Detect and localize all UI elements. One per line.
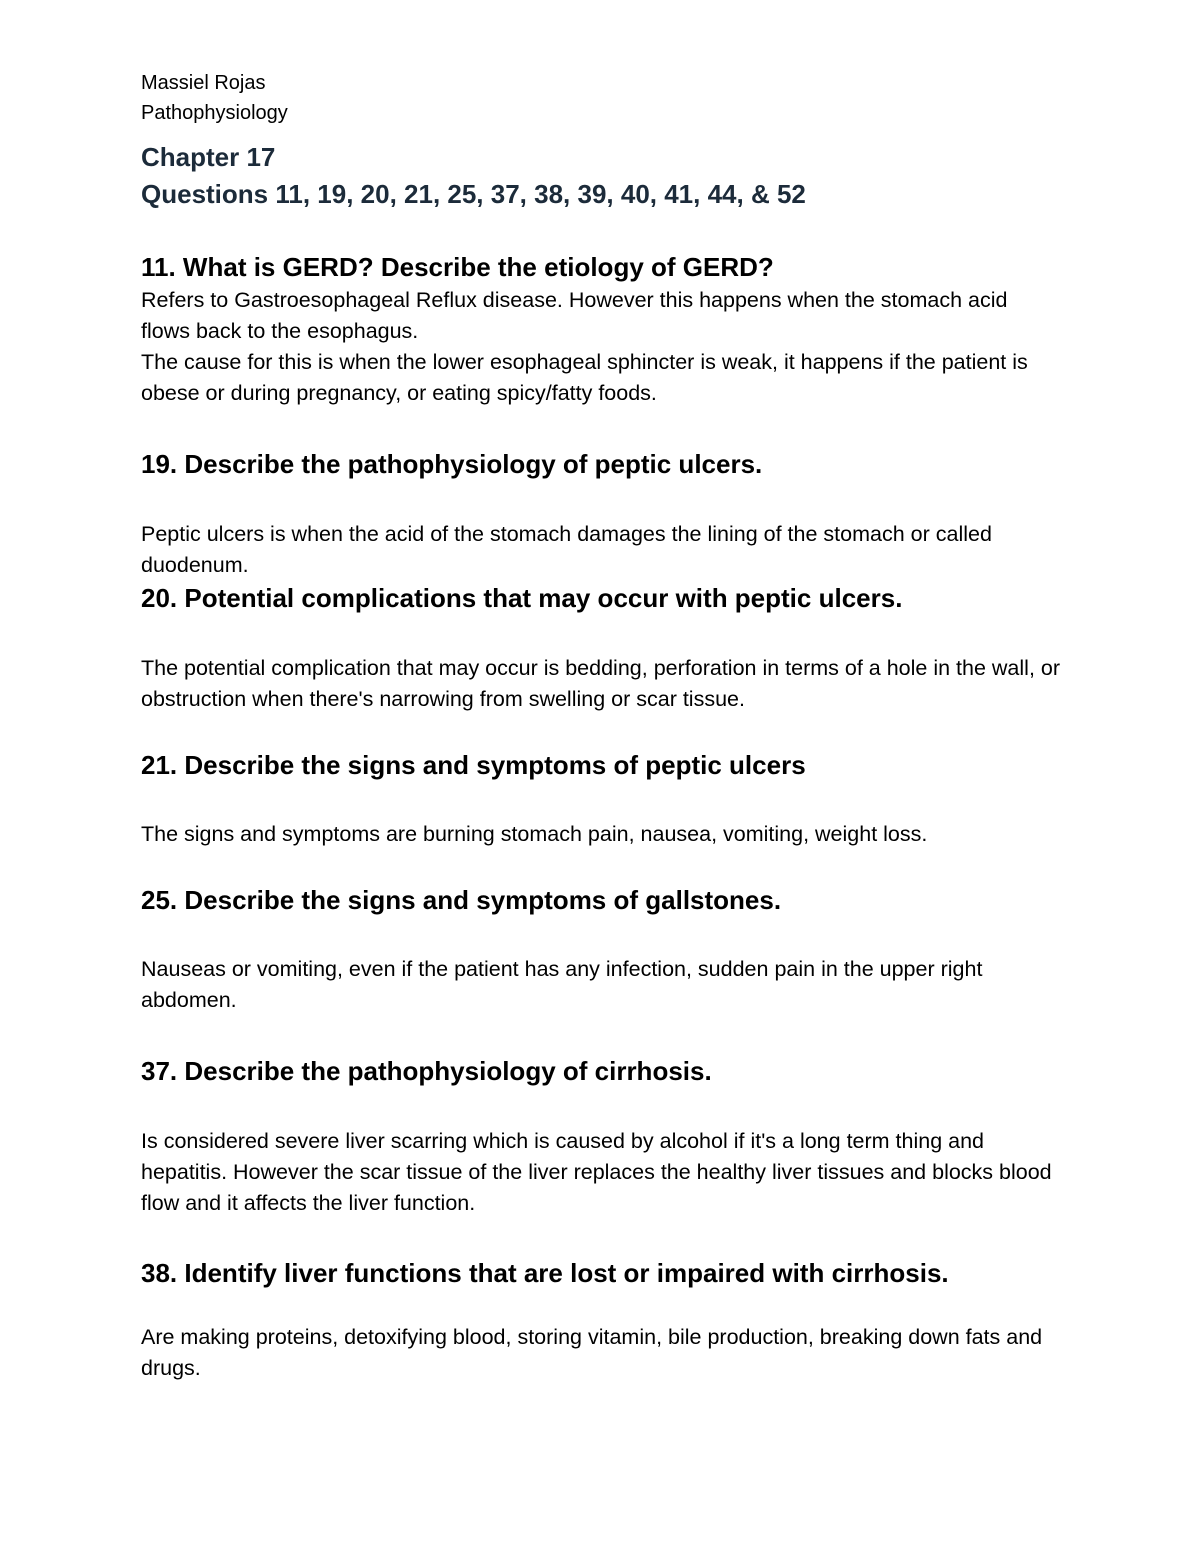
answer-paragraph: The potential complication that may occur is bedding, perforation in terms of a hole in the wall, or obstruction when there's narrowing from swelling or scar tissue. [141,656,1061,711]
question-heading: 20. Potential complications that may occur with peptic ulcers. [141,583,903,613]
question-heading: 21. Describe the signs and symptoms of peptic ulcers [141,750,806,780]
questions-list: Questions 11, 19, 20, 21, 25, 37, 38, 39, 40, 41, 44, & 52 [141,179,806,209]
course-name: Pathophysiology [141,102,288,124]
answer-text [141,285,1061,409]
question-heading: 19. Describe the pathophysiology of peptic ulcers. [141,449,763,479]
question-heading: 25. Describe the signs and symptoms of gallstones. [141,885,782,915]
answer-paragraph: Refers to Gastroesophageal Reflux disease. However this happens when the stomach acid flows back to the esophagus. [141,288,1008,343]
answer-paragraph: Is considered severe liver scarring which is caused by alcohol if it's a long term thing and hepatitis. However the scar tissue of the liver replaces the healthy liver tissues and blocks blood flow and it affects the liver function. [141,1129,1052,1215]
author-name: Massiel Rojas [141,72,266,94]
answer-paragraph: The cause for this is when the lower esophageal sphincter is weak, it happens if the patient is obese or during pregnancy, or eating spicy/fatty foods. [141,350,1028,405]
answer-paragraph: The signs and symptoms are burning stomach pain, nausea, vomiting, weight loss. [141,822,928,846]
answer-text [141,819,1061,850]
answer-text [141,653,1061,715]
answer-text [141,1322,1061,1384]
answer-paragraph: Nauseas or vomiting, even if the patient has any infection, sudden pain in the upper right abdomen. [141,957,983,1012]
question-heading: 11. What is GERD? Describe the etiology of GERD? [141,252,774,282]
chapter-title: Chapter 17 [141,142,276,172]
question-heading: 37. Describe the pathophysiology of cirrhosis. [141,1056,712,1086]
answer-text [141,1126,1061,1219]
answer-paragraph: Are making proteins, detoxifying blood, storing vitamin, bile production, breaking down fats and drugs. [141,1325,1043,1380]
question-heading: 38. Identify liver functions that are lost or impaired with cirrhosis. [141,1258,949,1288]
answer-text [141,519,1061,581]
answer-paragraph: Peptic ulcers is when the acid of the stomach damages the lining of the stomach or called duodenum. [141,522,992,577]
answer-text [141,954,1061,1016]
